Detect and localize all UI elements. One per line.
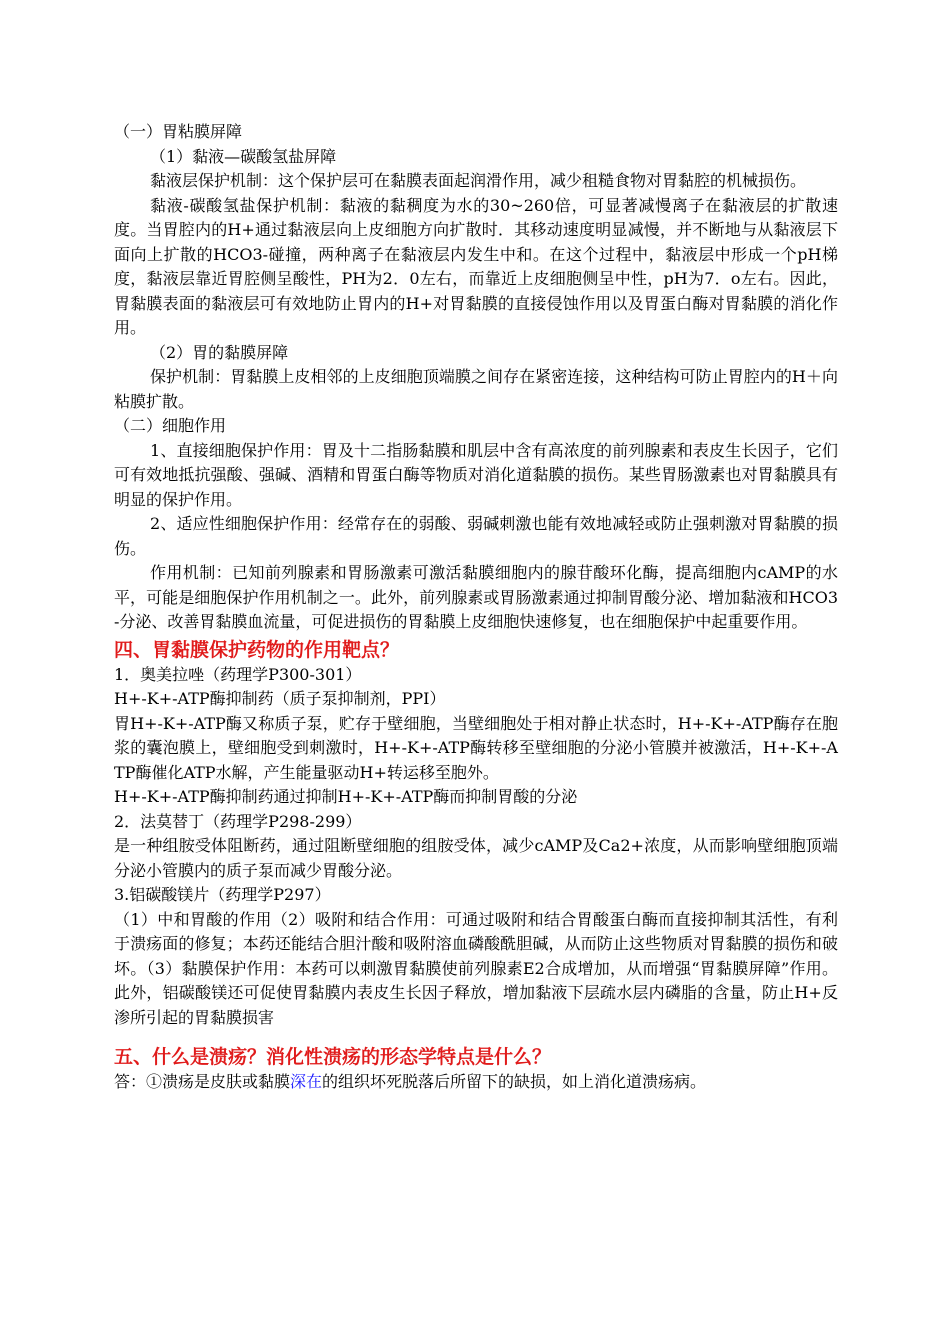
drug-omeprazole-title: 1．奥美拉唑（药理学P300-301） <box>114 664 362 684</box>
subheading-mucosal-barrier: （2）胃的黏膜屏障 <box>150 342 289 362</box>
drug-hydrotalcite-description: （1）中和胃酸的作用（2）吸附和结合作用：可通过吸附和结合胃酸蛋白酶而直接抑制其活性，有利于溃疡面的修复；本药还能结合胆汁酸和吸附溶血磷酸酰胆碱，从而防止这些物质对胃黏膜的损伤和破坏。（3）黏膜保护作用：本药可以刺激胃黏膜使前列腺素E2合成增加，从而增强“胃黏膜屏障”作用。此外，铝碳酸镁还可促使胃黏膜内表皮生长因子释放，增加黏液下层疏水层内磷脂的含量，防止H+反渗所引起的胃黏膜损害 <box>114 909 838 1027</box>
answer-text-start: 答：①溃疡是皮肤或黏膜 <box>114 1072 291 1091</box>
section-heading-cell-action: （二）细胞作用 <box>114 416 227 435</box>
answer-text-end: 的组织坏死脱落后所留下的缺损，如上消化道溃疡病。 <box>322 1072 707 1091</box>
drug-hydrotalcite-title: 3.铝碳酸镁片（药理学P297） <box>114 885 331 904</box>
paragraph-mucus-layer: 黏液层保护机制：这个保护层可在黏膜表面起润滑作用，减少租糙食物对胃黏腔的机械损伤。 <box>150 171 807 190</box>
paragraph-mucus-bicarbonate: 黏液-碳酸氢盐保护机制：黏液的黏稠度为水的30~260倍，可显著减慢离子在黏液层的扩散速度。当胃腔内的H+通过黏液层向上皮细胞方向扩散时．其移动速度明显减慢，并不断地与从黏液层下面向上扩散的HCO3-碰撞，两种离子在黏液层内发生中和。在这个过程中，黏液层中形成一个pH梯度，黏液层靠近胃腔侧呈酸性，PH为2．0左右，而靠近上皮细胞侧呈中性，pH为7．o左右。因此，胃黏膜表面的黏液层可有效地防止胃内的H+对胃黏膜的直接侵蚀作用以及胃蛋白酶对胃黏膜的消化作用。 <box>114 195 838 337</box>
paragraph-protection-mechanism: 保护机制：胃黏膜上皮相邻的上皮细胞顶端膜之间存在紧密连接，这种结构可防止胃腔内的H＋向粘膜扩散。 <box>114 367 838 411</box>
drug-famotidine-title: 2．法莫替丁（药理学P298-299） <box>114 811 362 831</box>
drug-omeprazole-mechanism: H+-K+-ATP酶抑制药通过抑制H+-K+-ATP酶而抑制胃酸的分泌 <box>114 787 578 806</box>
document-page <box>114 120 838 1095</box>
paragraph-mechanism: 作用机制：已知前列腺素和胃肠激素可激活黏膜细胞内的腺苷酸环化酶，提高细胞内cAMP的水平，可能是细胞保护作用机制之一。此外，前列腺素或胃肠激素通过抑制胃酸分泌、增加黏液和HCO3-分泌、改善胃黏膜血流量，可促进损伤的胃黏膜上皮细胞快速修复，也在细胞保护中起重要作用。 <box>114 563 838 631</box>
highlighted-term: 深在 <box>290 1072 323 1091</box>
drug-omeprazole-class: H+-K+-ATP酶抑制药（质子泵抑制剂，PPI） <box>114 689 446 708</box>
drug-omeprazole-description: 胃H+-K+-ATP酶又称质子泵，贮存于壁细胞，当壁细胞处于相对静止状态时，H+-K+-ATP酶存在胞浆的囊泡膜上，壁细胞受到刺激时，H+-K+-ATP酶转移至壁细胞的分泌小管膜并被激活，H+-K+-ATP酶催化ATP水解，产生能量驱动H+转运移至胞外。 <box>114 713 838 782</box>
paragraph-direct-cytoprotection: 1、直接细胞保护作用：胃及十二指肠黏膜和肌层中含有高浓度的前列腺素和表皮生长因子，它们可有效地抵抗强酸、强碱、酒精和胃蛋白酶等物质对消化道黏膜的损伤。某些胃肠激素也对胃黏膜具有明显的保护作用。 <box>114 440 838 509</box>
section-heading-ulcer: 五、什么是溃疡？消化性溃疡的形态学特点是什么？ <box>114 1046 552 1068</box>
section-heading-drug-targets: 四、胃黏膜保护药物的作用靶点？ <box>114 638 400 661</box>
answer-ulcer-definition <box>114 1070 838 1095</box>
drug-famotidine-description: 是一种组胺受体阻断药，通过阻断壁细胞的组胺受体，减少cAMP及Ca2+浓度，从而影响壁细胞顶端分泌小管膜内的质子泵而减少胃酸分泌。 <box>114 836 838 880</box>
subheading-mucus-bicarbonate-barrier: （1）黏液—碳酸氢盐屏障 <box>150 146 337 166</box>
paragraph-adaptive-cytoprotection: 2、适应性细胞保护作用：经常存在的弱酸、弱碱刺激也能有效地减轻或防止强刺激对胃黏膜的损伤。 <box>114 514 838 558</box>
section-heading-gastric-mucosal-barrier: （一）胃粘膜屏障 <box>114 122 243 141</box>
